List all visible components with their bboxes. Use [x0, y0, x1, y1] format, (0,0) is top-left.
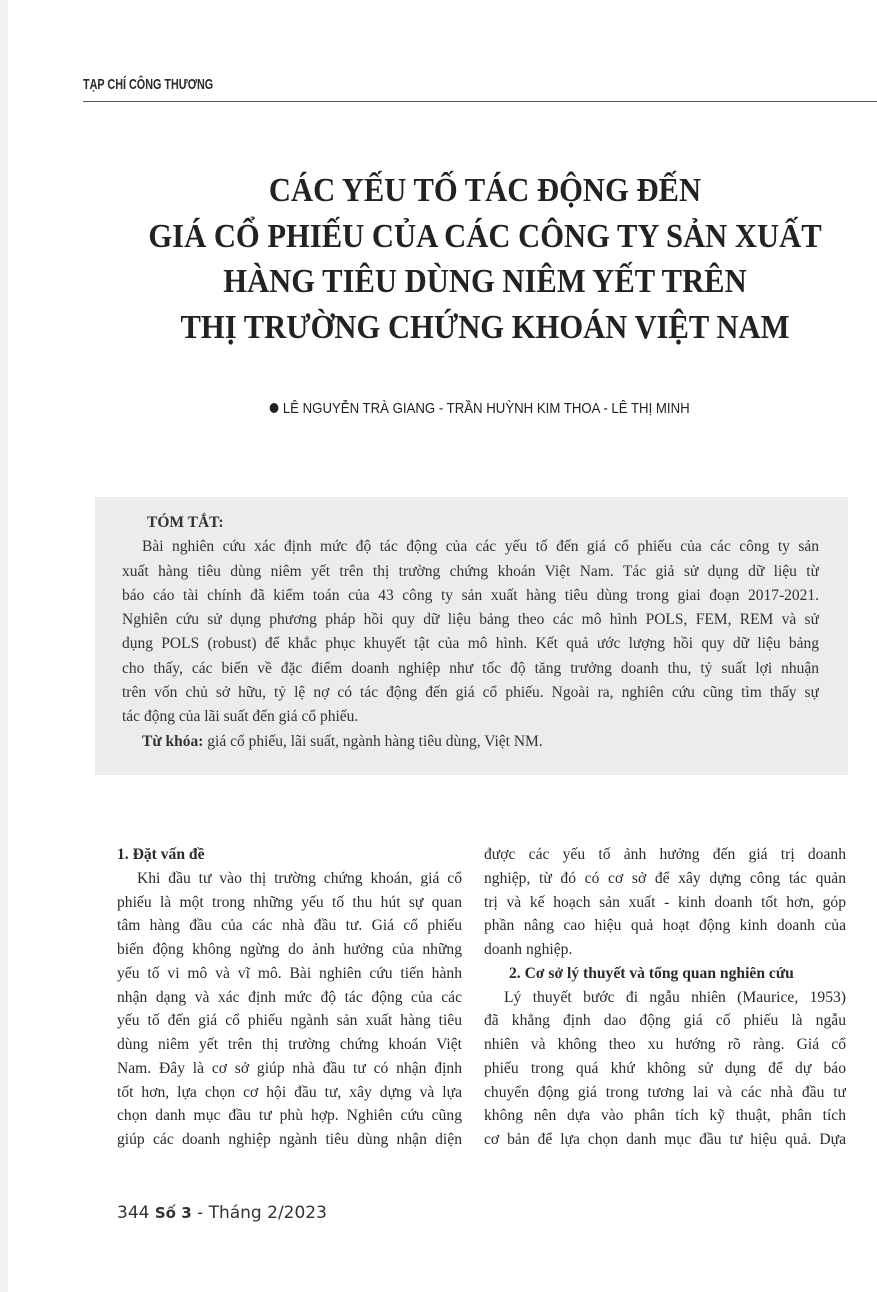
body-line: trị và kế hoạch sản xuất - kinh doanh tốt hơn, góp — [484, 893, 846, 911]
body-line: cơ bản để lựa chọn danh mục đầu tư hiệu quả. Dựa — [484, 1131, 846, 1148]
abstract-line: trên vốn chủ sở hữu, tỷ lệ nợ có tác động đến giá cổ phiếu. Ngoài ra, nghiên cứu cũng tìm thấy sự — [122, 684, 819, 702]
body-line: doanh nghiệp. — [484, 941, 573, 958]
issue-number: Số 3 — [154, 1204, 192, 1222]
body-line: nhiên và không theo xu hướng rõ ràng. Giá cổ — [484, 1036, 846, 1053]
keywords-text: giá cổ phiếu, lãi suất, ngành hàng tiêu dùng, Việt NM. — [203, 732, 543, 750]
body-line: giúp các doanh nghiệp ngành tiêu dùng nhận diện — [117, 1131, 462, 1148]
body-line: phần nâng cao hiệu quả hoạt động kinh doanh của — [484, 917, 846, 935]
abstract-box — [95, 497, 848, 775]
abstract-line: báo cáo tài chính đã kiểm toán của 43 công ty sản xuất hàng tiêu dùng trong giai đoạn 2017-2021. — [122, 586, 819, 604]
body-line: phiếu là một trong những yếu tố thu hút sự quan — [117, 893, 462, 911]
body-line: Khi đầu tư vào thị trường chứng khoán, giá cổ — [137, 869, 462, 887]
journal-name: TẠP CHÍ CÔNG THƯƠNG — [83, 76, 214, 93]
body-line: phiếu trong quá khứ không sử dụng để dự báo — [484, 1059, 846, 1077]
body-line: Nam. Đây là cơ sở giúp nhà đầu tư có nhận định — [117, 1059, 462, 1077]
body-line: dùng niêm yết trên thị trường chứng khoán Việt — [117, 1036, 462, 1053]
body-line: được các yếu tố ảnh hưởng đến giá trị doanh — [484, 846, 846, 863]
section-heading: 1. Đặt vấn đề — [117, 846, 205, 863]
title-line: THỊ TRƯỜNG CHỨNG KHOÁN VIỆT NAM — [180, 308, 790, 346]
body-line: yếu tố đến giá cổ phiếu ngành sản xuất hàng tiêu — [117, 1012, 462, 1030]
body-line: nghiệp, từ đó có cơ sở để xây dựng công tác quản — [484, 869, 846, 887]
abstract-line: xuất hàng tiêu dùng niêm yết trên thị trường chứng khoán Việt Nam. Tác giả sử dụng dữ liệu từ — [122, 562, 819, 580]
abstract-line: Nghiên cứu sử dụng phương pháp hồi quy dữ liệu bảng theo các mô hình POLS, FEM, REM và sử — [122, 611, 819, 629]
authors: LÊ NGUYỄN TRÀ GIANG - TRẦN HUỲNH KIM THOA - LÊ THỊ MINH — [283, 400, 691, 417]
body-line: biến động không ngừng do ảnh hưởng của những — [117, 941, 462, 958]
scan-edge — [0, 0, 8, 1292]
body-line: đã khẳng định dao động giá cố phiếu là ngẫu — [484, 1012, 846, 1030]
abstract-text — [122, 511, 819, 754]
title-line: GIÁ CỔ PHIẾU CỦA CÁC CÔNG TY SẢN XUẤT — [148, 217, 822, 255]
keywords-label: Từ khóa: — [142, 732, 204, 750]
body-line: nhận dạng và xác định mức độ tác động của các — [117, 988, 462, 1006]
section-heading: 2. Cơ sở lý thuyết và tổng quan nghiên cứu — [509, 964, 794, 982]
title-line: CÁC YẾU TỐ TÁC ĐỘNG ĐẾN — [268, 172, 702, 209]
title-line: HÀNG TIÊU DÙNG NIÊM YẾT TRÊN — [223, 263, 747, 300]
issue-date: - Tháng 2/2023 — [197, 1203, 327, 1223]
abstract-line: tác động của lãi suất đến giá cổ phiếu. — [122, 708, 359, 726]
left-column — [117, 843, 462, 1152]
body-line: yếu tố vi mô và vĩ mô. Bài nghiên cứu tiến hành — [117, 964, 462, 982]
body-line: không nên dựa vào phân tích kỹ thuật, phân tích — [484, 1107, 846, 1125]
body-line: chọn danh mục đầu tư phù hợp. Nghiên cứu cũng — [117, 1107, 462, 1125]
abstract-line: cho thấy, các biến về đặc điểm doanh nghiệp như tốc độ tăng trưởng doanh thu, tỷ suất lợi nhuận — [122, 659, 819, 677]
bullet-icon — [270, 403, 279, 413]
abstract-line: dụng POLS (robust) để khắc phục khuyết tật của mô hình. Kết quả ước lượng hồi quy dữ liệu bảng — [122, 635, 819, 653]
authors-line — [0, 400, 877, 417]
keywords — [122, 730, 819, 754]
abstract-heading: TÓM TẮT: — [147, 514, 224, 531]
body-line: tâm hàng đầu của các nhà đầu tư. Giá cổ phiếu — [117, 917, 462, 935]
body-line: Lý thuyết bước đi ngẫu nhiên (Maurice, 1953) — [504, 988, 846, 1006]
page-footer — [117, 1203, 327, 1223]
right-column — [484, 843, 846, 1152]
abstract-line: Bài nghiên cứu xác định mức độ tác động của các yếu tố đến giá cổ phiếu của các công ty sản — [142, 538, 819, 556]
article-title — [60, 168, 877, 350]
body-line: chuyển động giá trong tương lai và các nhà đầu tư — [484, 1083, 846, 1101]
body-line: tốt hơn, lựa chọn cơ hội đầu tư, xây dựng và lựa — [117, 1083, 462, 1101]
page-number: 344 — [117, 1203, 150, 1223]
header-rule — [83, 101, 877, 102]
